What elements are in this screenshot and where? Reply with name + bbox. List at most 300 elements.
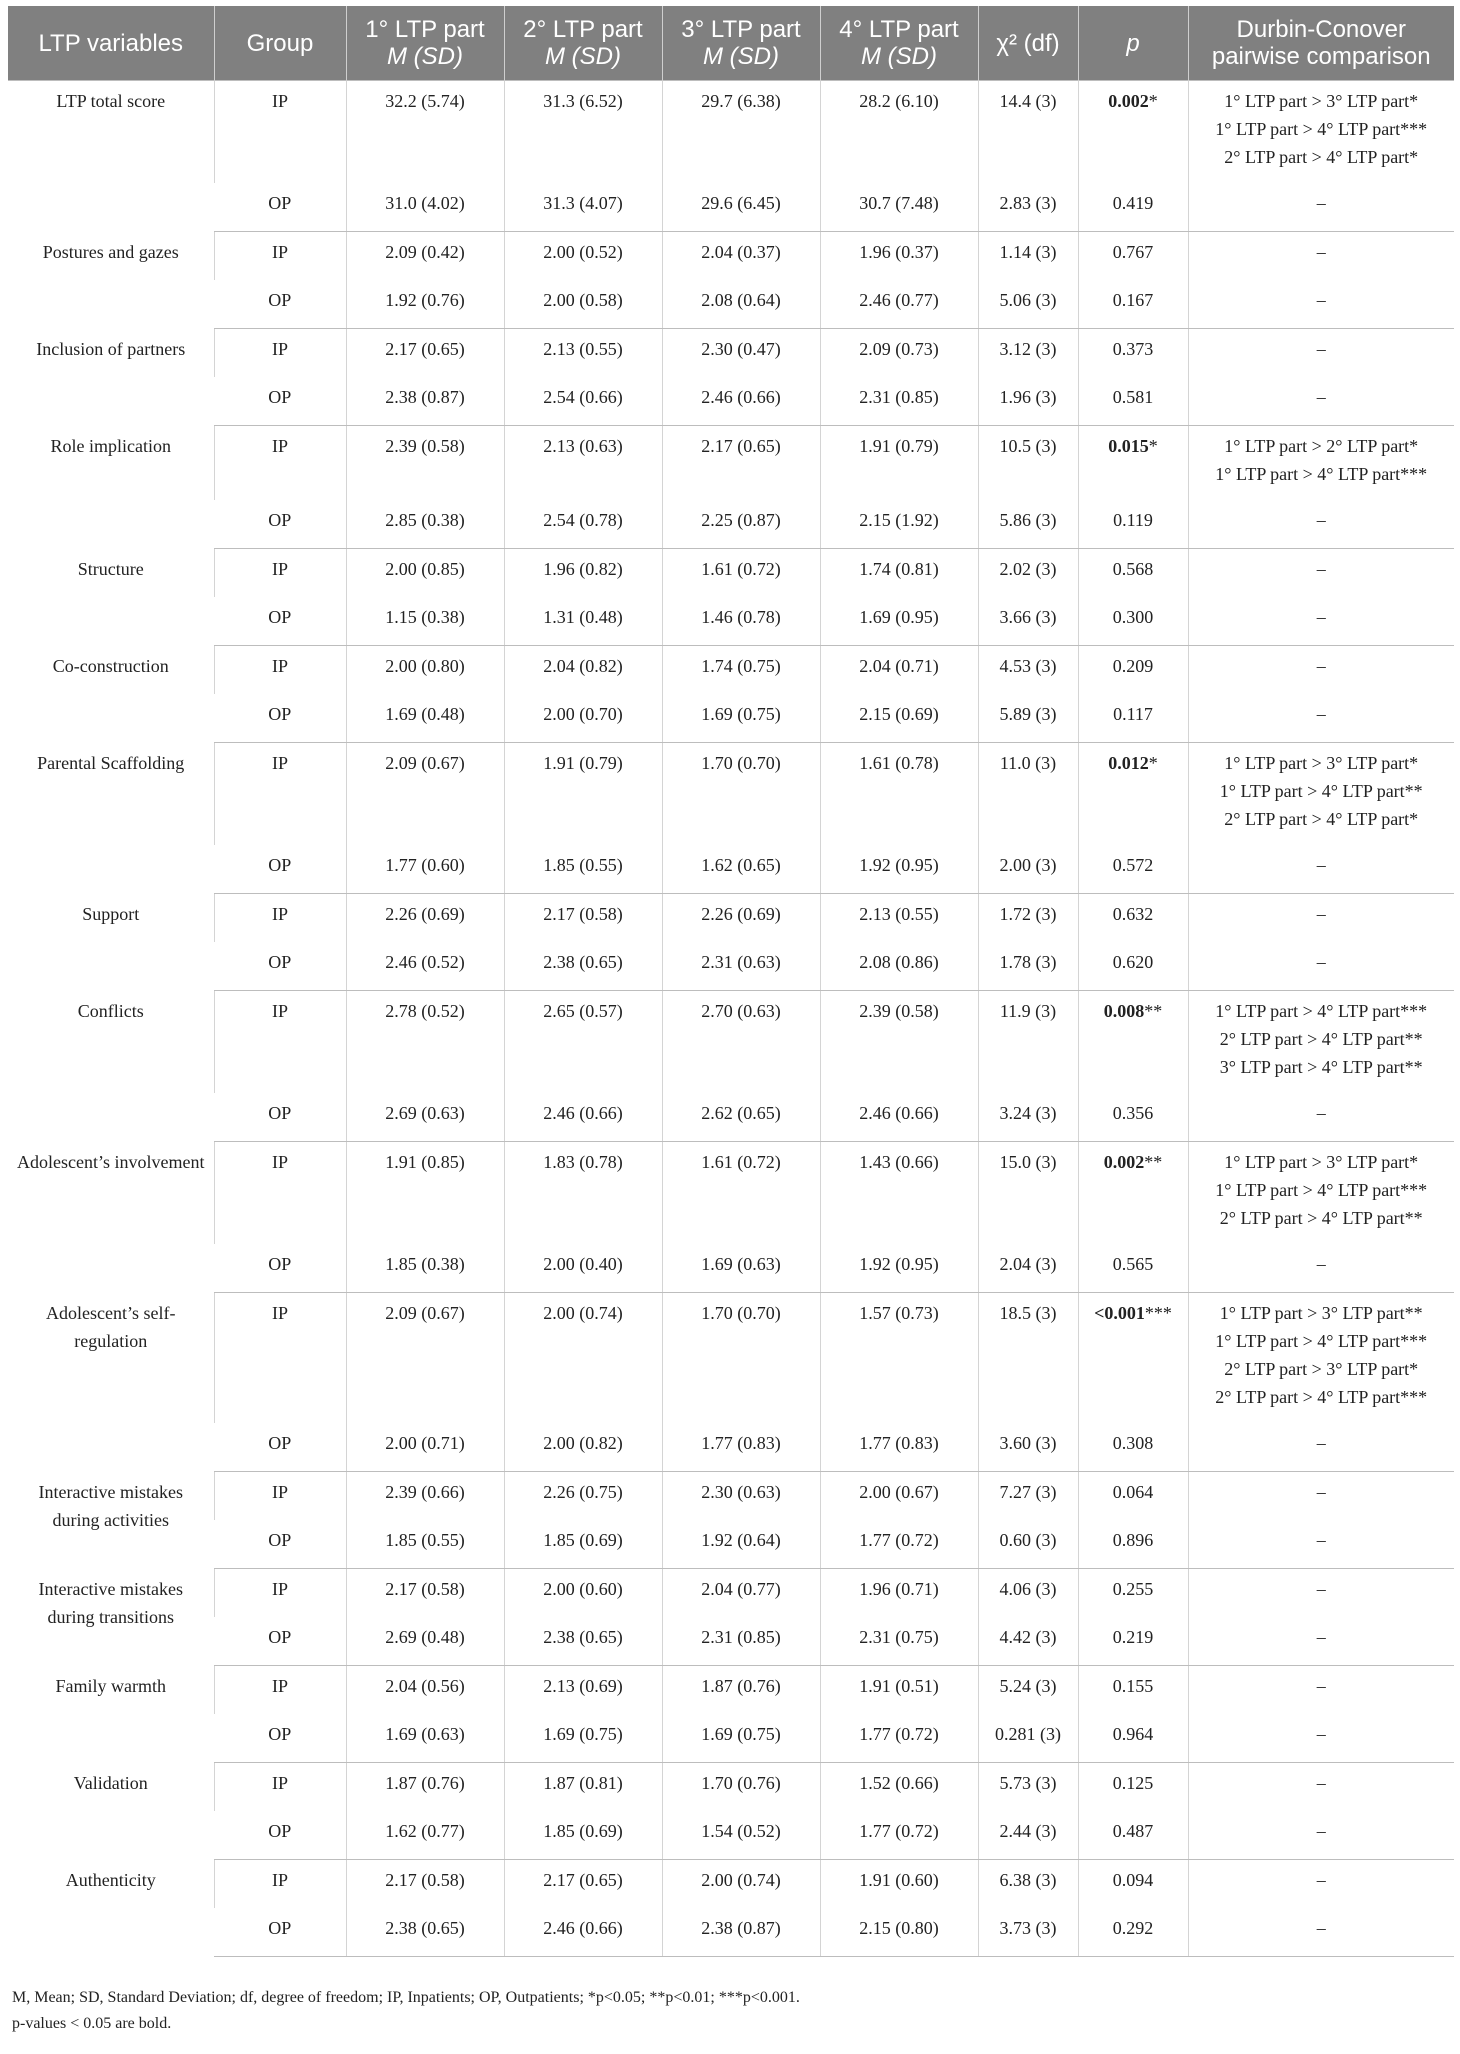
part-1-cell: 1.69 (0.63) bbox=[346, 1714, 504, 1763]
part-2-cell: 2.38 (0.65) bbox=[504, 942, 662, 991]
part-3-cell: 2.30 (0.63) bbox=[662, 1472, 820, 1521]
part-2-cell: 1.91 (0.79) bbox=[504, 743, 662, 846]
pairwise-comparison-cell bbox=[1188, 1908, 1454, 1957]
part-2-cell: 2.65 (0.57) bbox=[504, 991, 662, 1094]
part-1-cell: 2.39 (0.66) bbox=[346, 1472, 504, 1521]
chi-square-cell: 0.60 (3) bbox=[978, 1520, 1078, 1569]
table-row bbox=[8, 1617, 1454, 1666]
comparison-line: – bbox=[1316, 1918, 1326, 1938]
part-4-cell: 2.08 (0.86) bbox=[820, 942, 978, 991]
table-row bbox=[8, 1472, 1454, 1521]
table-row bbox=[8, 1714, 1454, 1763]
part-2-cell: 2.17 (0.65) bbox=[504, 1860, 662, 1909]
p-value-cell bbox=[1078, 1569, 1188, 1618]
table-row bbox=[8, 549, 1454, 598]
pairwise-comparison-cell bbox=[1188, 894, 1454, 943]
comparison-line: 1° LTP part > 4° LTP part*** bbox=[1215, 1331, 1428, 1351]
table-row bbox=[8, 426, 1454, 501]
p-value-cell bbox=[1078, 1472, 1188, 1521]
p-value: 0.487 bbox=[1112, 1821, 1154, 1841]
part-2-cell: 2.46 (0.66) bbox=[504, 1908, 662, 1957]
table-row bbox=[8, 280, 1454, 329]
variable-name: Validation bbox=[73, 1772, 148, 1793]
p-stars: * bbox=[1148, 436, 1158, 456]
part-1-cell: 2.04 (0.56) bbox=[346, 1666, 504, 1715]
part-3-cell: 29.7 (6.38) bbox=[662, 81, 820, 184]
chi-square-cell: 3.24 (3) bbox=[978, 1093, 1078, 1142]
p-value-cell bbox=[1078, 1666, 1188, 1715]
chi-square-cell: 2.44 (3) bbox=[978, 1811, 1078, 1860]
group-cell: OP bbox=[214, 694, 346, 743]
comparison-line: – bbox=[1316, 242, 1326, 262]
p-stars: * bbox=[1148, 753, 1158, 773]
part-3-cell: 2.04 (0.37) bbox=[662, 232, 820, 281]
part-1-cell: 2.00 (0.80) bbox=[346, 646, 504, 695]
part-4-cell: 2.09 (0.73) bbox=[820, 329, 978, 378]
group-cell: IP bbox=[214, 1666, 346, 1715]
p-value-cell bbox=[1078, 1908, 1188, 1957]
part-4-cell: 1.74 (0.81) bbox=[820, 549, 978, 598]
comparison-line: – bbox=[1316, 1530, 1326, 1550]
group-cell: IP bbox=[214, 426, 346, 501]
pairwise-comparison-cell bbox=[1188, 694, 1454, 743]
p-value: 0.015 bbox=[1108, 436, 1149, 456]
variable-name: LTP total score bbox=[8, 81, 214, 232]
comparison-line: 1° LTP part > 3° LTP part* bbox=[1224, 753, 1419, 773]
part-3-cell: 2.30 (0.47) bbox=[662, 329, 820, 378]
part-2-cell: 2.13 (0.63) bbox=[504, 426, 662, 501]
comparison-line: 2° LTP part > 4° LTP part*** bbox=[1215, 1387, 1428, 1407]
part-4-cell: 30.7 (7.48) bbox=[820, 183, 978, 232]
p-value-cell bbox=[1078, 991, 1188, 1094]
p-value-cell bbox=[1078, 232, 1188, 281]
group-cell: OP bbox=[214, 500, 346, 549]
pairwise-comparison-cell bbox=[1188, 1763, 1454, 1812]
header-part-4: 4° LTP part M (SD) bbox=[820, 6, 978, 81]
part-2-cell: 2.00 (0.60) bbox=[504, 1569, 662, 1618]
p-value: 0.119 bbox=[1113, 510, 1153, 530]
part-4-cell: 2.04 (0.71) bbox=[820, 646, 978, 695]
part-4-cell: 2.31 (0.75) bbox=[820, 1617, 978, 1666]
group-cell: IP bbox=[214, 1293, 346, 1424]
p-value: 0.012 bbox=[1108, 753, 1149, 773]
comparison-line: – bbox=[1316, 607, 1326, 627]
part-2-cell: 2.00 (0.40) bbox=[504, 1244, 662, 1293]
part-4-cell: 1.77 (0.72) bbox=[820, 1714, 978, 1763]
comparison-line: – bbox=[1316, 1579, 1326, 1599]
part-1-cell: 2.85 (0.38) bbox=[346, 500, 504, 549]
group-cell: IP bbox=[214, 1763, 346, 1812]
group-cell: IP bbox=[214, 1142, 346, 1245]
group-cell: OP bbox=[214, 377, 346, 426]
part-3-cell: 1.70 (0.70) bbox=[662, 1293, 820, 1424]
group-cell: IP bbox=[214, 232, 346, 281]
table-body bbox=[8, 81, 1454, 1957]
table-row bbox=[8, 1569, 1454, 1618]
table-row bbox=[8, 1860, 1454, 1909]
comparison-line: – bbox=[1316, 1627, 1326, 1647]
chi-square-cell: 4.42 (3) bbox=[978, 1617, 1078, 1666]
part-4-cell: 2.39 (0.58) bbox=[820, 991, 978, 1094]
part-4-cell: 1.96 (0.71) bbox=[820, 1569, 978, 1618]
chi-square-cell: 18.5 (3) bbox=[978, 1293, 1078, 1424]
table-row bbox=[8, 1520, 1454, 1569]
chi-square-cell: 11.9 (3) bbox=[978, 991, 1078, 1094]
part-3-cell: 1.70 (0.70) bbox=[662, 743, 820, 846]
comparison-line: – bbox=[1316, 339, 1326, 359]
part-3-cell: 29.6 (6.45) bbox=[662, 183, 820, 232]
p-value: 0.767 bbox=[1112, 242, 1154, 262]
footnote-bold-note: p-values < 0.05 are bold. bbox=[12, 2015, 172, 2032]
p-value: 0.094 bbox=[1112, 1870, 1154, 1890]
chi-square-cell: 7.27 (3) bbox=[978, 1472, 1078, 1521]
pairwise-comparison-cell bbox=[1188, 942, 1454, 991]
pairwise-comparison-cell bbox=[1188, 500, 1454, 549]
part-2-cell: 2.54 (0.78) bbox=[504, 500, 662, 549]
variable-name: Interactive mistakes during transitions bbox=[38, 1578, 183, 1627]
comparison-line: – bbox=[1316, 1433, 1326, 1453]
table-row bbox=[8, 81, 1454, 184]
part-3-cell: 2.38 (0.87) bbox=[662, 1908, 820, 1957]
pairwise-comparison-cell bbox=[1188, 1293, 1454, 1424]
pairwise-comparison-cell bbox=[1188, 991, 1454, 1094]
part-3-cell: 2.62 (0.65) bbox=[662, 1093, 820, 1142]
variable-name: Role implication bbox=[50, 435, 171, 456]
p-value: 0.008 bbox=[1103, 1001, 1145, 1021]
table-row bbox=[8, 845, 1454, 894]
part-2-cell: 2.00 (0.52) bbox=[504, 232, 662, 281]
part-1-cell: 2.17 (0.58) bbox=[346, 1860, 504, 1909]
p-value: 0.125 bbox=[1112, 1773, 1154, 1793]
table-row bbox=[8, 329, 1454, 378]
part-1-cell: 1.85 (0.55) bbox=[346, 1520, 504, 1569]
p-value-cell bbox=[1078, 500, 1188, 549]
p-value: 0.167 bbox=[1112, 290, 1154, 310]
comparison-line: 1° LTP part > 4° LTP part** bbox=[1219, 781, 1423, 801]
part-3-cell: 2.00 (0.74) bbox=[662, 1860, 820, 1909]
part-3-cell: 2.08 (0.64) bbox=[662, 280, 820, 329]
comparison-line: – bbox=[1316, 952, 1326, 972]
part-3-cell: 1.69 (0.63) bbox=[662, 1244, 820, 1293]
part-1-cell: 2.39 (0.58) bbox=[346, 426, 504, 501]
part-2-cell: 31.3 (6.52) bbox=[504, 81, 662, 184]
table-row bbox=[8, 377, 1454, 426]
p-value-cell bbox=[1078, 694, 1188, 743]
chi-square-cell: 5.24 (3) bbox=[978, 1666, 1078, 1715]
chi-square-cell: 6.38 (3) bbox=[978, 1860, 1078, 1909]
group-cell: IP bbox=[214, 549, 346, 598]
part-2-cell: 1.83 (0.78) bbox=[504, 1142, 662, 1245]
p-value-cell bbox=[1078, 1763, 1188, 1812]
variable-name: Inclusion of partners bbox=[36, 338, 186, 359]
header-part-2: 2° LTP part M (SD) bbox=[504, 6, 662, 81]
part-4-cell: 2.15 (0.80) bbox=[820, 1908, 978, 1957]
comparison-line: – bbox=[1316, 704, 1326, 724]
part-2-cell: 2.54 (0.66) bbox=[504, 377, 662, 426]
part-3-cell: 1.87 (0.76) bbox=[662, 1666, 820, 1715]
p-value: <0.001 bbox=[1094, 1303, 1145, 1323]
comparison-line: – bbox=[1316, 193, 1326, 213]
table-row bbox=[8, 1093, 1454, 1142]
part-3-cell: 1.77 (0.83) bbox=[662, 1423, 820, 1472]
part-4-cell: 2.15 (1.92) bbox=[820, 500, 978, 549]
p-value: 0.308 bbox=[1112, 1433, 1154, 1453]
header-group: Group bbox=[214, 6, 346, 81]
p-value-cell bbox=[1078, 329, 1188, 378]
part-2-cell: 31.3 (4.07) bbox=[504, 183, 662, 232]
part-2-cell: 1.87 (0.81) bbox=[504, 1763, 662, 1812]
chi-square-cell: 5.89 (3) bbox=[978, 694, 1078, 743]
header-part-3: 3° LTP part M (SD) bbox=[662, 6, 820, 81]
p-value-cell bbox=[1078, 845, 1188, 894]
table-row bbox=[8, 183, 1454, 232]
p-stars: *** bbox=[1144, 1303, 1172, 1323]
part-4-cell: 1.77 (0.72) bbox=[820, 1811, 978, 1860]
header-row bbox=[8, 6, 1454, 81]
p-value: 0.002 bbox=[1108, 91, 1149, 111]
part-4-cell: 2.31 (0.85) bbox=[820, 377, 978, 426]
chi-square-cell: 3.12 (3) bbox=[978, 329, 1078, 378]
group-cell: OP bbox=[214, 597, 346, 646]
p-value: 0.117 bbox=[1113, 704, 1153, 724]
variable-name: Co-construction bbox=[52, 655, 169, 676]
part-2-cell: 1.96 (0.82) bbox=[504, 549, 662, 598]
table-row bbox=[8, 1666, 1454, 1715]
group-cell: OP bbox=[214, 1244, 346, 1293]
chi-square-cell: 5.73 (3) bbox=[978, 1763, 1078, 1812]
p-value: 0.300 bbox=[1112, 607, 1154, 627]
p-stars: * bbox=[1148, 91, 1158, 111]
p-stars: ** bbox=[1144, 1001, 1163, 1021]
pairwise-comparison-cell bbox=[1188, 81, 1454, 184]
pairwise-comparison-cell bbox=[1188, 1811, 1454, 1860]
header-part-1: 1° LTP part M (SD) bbox=[346, 6, 504, 81]
part-1-cell: 2.69 (0.63) bbox=[346, 1093, 504, 1142]
p-value-cell bbox=[1078, 549, 1188, 598]
comparison-line: 2° LTP part > 4° LTP part** bbox=[1219, 1208, 1423, 1228]
p-value: 0.620 bbox=[1112, 952, 1154, 972]
chi-square-cell: 5.86 (3) bbox=[978, 500, 1078, 549]
table-row bbox=[8, 694, 1454, 743]
p-value-cell bbox=[1078, 942, 1188, 991]
part-1-cell: 2.38 (0.87) bbox=[346, 377, 504, 426]
comparison-line: 1° LTP part > 4° LTP part*** bbox=[1215, 119, 1428, 139]
part-1-cell: 2.00 (0.71) bbox=[346, 1423, 504, 1472]
group-cell: IP bbox=[214, 894, 346, 943]
p-value-cell bbox=[1078, 597, 1188, 646]
p-value: 0.064 bbox=[1112, 1482, 1154, 1502]
part-1-cell: 2.46 (0.52) bbox=[346, 942, 504, 991]
pairwise-comparison-cell bbox=[1188, 1860, 1454, 1909]
comparison-line: 1° LTP part > 3° LTP part* bbox=[1224, 1152, 1419, 1172]
p-value: 0.581 bbox=[1112, 387, 1154, 407]
part-1-cell: 2.17 (0.65) bbox=[346, 329, 504, 378]
group-cell: OP bbox=[214, 1093, 346, 1142]
part-1-cell: 2.26 (0.69) bbox=[346, 894, 504, 943]
p-value-cell bbox=[1078, 1811, 1188, 1860]
part-1-cell: 2.09 (0.42) bbox=[346, 232, 504, 281]
p-value: 0.292 bbox=[1112, 1918, 1154, 1938]
part-1-cell: 2.09 (0.67) bbox=[346, 1293, 504, 1424]
chi-square-cell: 3.73 (3) bbox=[978, 1908, 1078, 1957]
group-cell: IP bbox=[214, 1860, 346, 1909]
group-cell: OP bbox=[214, 1714, 346, 1763]
pairwise-comparison-cell bbox=[1188, 183, 1454, 232]
chi-square-cell: 14.4 (3) bbox=[978, 81, 1078, 184]
group-cell: IP bbox=[214, 991, 346, 1094]
part-2-cell: 2.13 (0.69) bbox=[504, 1666, 662, 1715]
header-ltp-variables: LTP variables bbox=[8, 6, 214, 81]
part-2-cell: 1.31 (0.48) bbox=[504, 597, 662, 646]
group-cell: IP bbox=[214, 646, 346, 695]
p-value: 0.209 bbox=[1112, 656, 1154, 676]
pairwise-comparison-cell bbox=[1188, 329, 1454, 378]
part-3-cell: 2.25 (0.87) bbox=[662, 500, 820, 549]
header-p: p bbox=[1078, 6, 1188, 81]
part-1-cell: 2.69 (0.48) bbox=[346, 1617, 504, 1666]
pairwise-comparison-cell bbox=[1188, 646, 1454, 695]
part-3-cell: 1.74 (0.75) bbox=[662, 646, 820, 695]
comparison-line: – bbox=[1316, 290, 1326, 310]
p-value: 0.896 bbox=[1112, 1530, 1154, 1550]
part-4-cell: 2.00 (0.67) bbox=[820, 1472, 978, 1521]
chi-square-cell: 2.00 (3) bbox=[978, 845, 1078, 894]
pairwise-comparison-cell bbox=[1188, 1569, 1454, 1618]
part-4-cell: 1.96 (0.37) bbox=[820, 232, 978, 281]
p-value-cell bbox=[1078, 1520, 1188, 1569]
part-2-cell: 1.85 (0.69) bbox=[504, 1520, 662, 1569]
chi-square-cell: 1.14 (3) bbox=[978, 232, 1078, 281]
table-row bbox=[8, 1763, 1454, 1812]
comparison-line: – bbox=[1316, 1676, 1326, 1696]
comparison-line: 2° LTP part > 4° LTP part** bbox=[1219, 1029, 1423, 1049]
group-cell: OP bbox=[214, 1520, 346, 1569]
comparison-line: – bbox=[1316, 1724, 1326, 1744]
table-footnote bbox=[12, 1985, 800, 2037]
part-4-cell: 1.91 (0.51) bbox=[820, 1666, 978, 1715]
part-3-cell: 2.04 (0.77) bbox=[662, 1569, 820, 1618]
table-row bbox=[8, 894, 1454, 943]
part-1-cell: 1.77 (0.60) bbox=[346, 845, 504, 894]
chi-square-cell: 5.06 (3) bbox=[978, 280, 1078, 329]
part-4-cell: 1.77 (0.72) bbox=[820, 1520, 978, 1569]
variable-name: Family warmth bbox=[55, 1675, 166, 1696]
p-value-cell bbox=[1078, 1714, 1188, 1763]
table-row bbox=[8, 1908, 1454, 1957]
part-2-cell: 2.46 (0.66) bbox=[504, 1093, 662, 1142]
part-1-cell: 2.00 (0.85) bbox=[346, 549, 504, 598]
pairwise-comparison-cell bbox=[1188, 1472, 1454, 1521]
part-2-cell: 2.00 (0.74) bbox=[504, 1293, 662, 1424]
part-1-cell: 1.92 (0.76) bbox=[346, 280, 504, 329]
footnote-abbreviations: M, Mean; SD, Standard Deviation; df, degree of freedom; IP, Inpatients; OP, Outpatients; *p<0.05; **p<0.01; ***p<0.001. bbox=[12, 1989, 800, 2006]
comparison-line: – bbox=[1316, 510, 1326, 530]
group-cell: OP bbox=[214, 1617, 346, 1666]
part-3-cell: 1.69 (0.75) bbox=[662, 694, 820, 743]
part-3-cell: 1.61 (0.72) bbox=[662, 549, 820, 598]
p-value: 0.002 bbox=[1103, 1152, 1145, 1172]
p-value: 0.356 bbox=[1112, 1103, 1154, 1123]
chi-square-cell: 10.5 (3) bbox=[978, 426, 1078, 501]
part-4-cell: 1.69 (0.95) bbox=[820, 597, 978, 646]
part-2-cell: 2.00 (0.82) bbox=[504, 1423, 662, 1472]
part-3-cell: 1.54 (0.52) bbox=[662, 1811, 820, 1860]
part-4-cell: 1.92 (0.95) bbox=[820, 1244, 978, 1293]
comparison-line: – bbox=[1316, 1773, 1326, 1793]
p-value: 0.964 bbox=[1112, 1724, 1154, 1744]
part-4-cell: 1.91 (0.79) bbox=[820, 426, 978, 501]
part-1-cell: 1.85 (0.38) bbox=[346, 1244, 504, 1293]
comparison-line: 1° LTP part > 4° LTP part*** bbox=[1215, 464, 1428, 484]
group-cell: OP bbox=[214, 1811, 346, 1860]
group-cell: IP bbox=[214, 329, 346, 378]
pairwise-comparison-cell bbox=[1188, 1142, 1454, 1245]
variable-name: Adolescent’s involvement bbox=[17, 1151, 205, 1172]
chi-square-cell: 2.83 (3) bbox=[978, 183, 1078, 232]
pairwise-comparison-cell bbox=[1188, 280, 1454, 329]
part-3-cell: 2.31 (0.85) bbox=[662, 1617, 820, 1666]
part-4-cell: 28.2 (6.10) bbox=[820, 81, 978, 184]
p-value: 0.419 bbox=[1112, 193, 1154, 213]
table-row bbox=[8, 1811, 1454, 1860]
table-row bbox=[8, 1142, 1454, 1245]
group-cell: OP bbox=[214, 183, 346, 232]
p-value-cell bbox=[1078, 1423, 1188, 1472]
part-2-cell: 2.38 (0.65) bbox=[504, 1617, 662, 1666]
table-row bbox=[8, 991, 1454, 1094]
group-cell: IP bbox=[214, 1569, 346, 1618]
part-4-cell: 2.46 (0.66) bbox=[820, 1093, 978, 1142]
part-4-cell: 1.57 (0.73) bbox=[820, 1293, 978, 1424]
comparison-line: – bbox=[1316, 656, 1326, 676]
part-1-cell: 2.09 (0.67) bbox=[346, 743, 504, 846]
p-value-cell bbox=[1078, 1244, 1188, 1293]
comparison-line: – bbox=[1316, 1870, 1326, 1890]
pairwise-comparison-cell bbox=[1188, 232, 1454, 281]
table-row bbox=[8, 1293, 1454, 1424]
chi-square-cell: 15.0 (3) bbox=[978, 1142, 1078, 1245]
chi-square-cell: 11.0 (3) bbox=[978, 743, 1078, 846]
part-3-cell: 1.70 (0.76) bbox=[662, 1763, 820, 1812]
part-2-cell: 2.00 (0.58) bbox=[504, 280, 662, 329]
p-value-cell bbox=[1078, 743, 1188, 846]
part-3-cell: 1.69 (0.75) bbox=[662, 1714, 820, 1763]
comparison-line: – bbox=[1316, 387, 1326, 407]
pairwise-comparison-cell bbox=[1188, 377, 1454, 426]
part-3-cell: 2.46 (0.66) bbox=[662, 377, 820, 426]
comparison-line: 1° LTP part > 4° LTP part*** bbox=[1215, 1001, 1428, 1021]
part-2-cell: 2.04 (0.82) bbox=[504, 646, 662, 695]
part-2-cell: 2.17 (0.58) bbox=[504, 894, 662, 943]
pairwise-comparison-cell bbox=[1188, 1093, 1454, 1142]
chi-square-cell: 3.66 (3) bbox=[978, 597, 1078, 646]
part-1-cell: 1.69 (0.48) bbox=[346, 694, 504, 743]
variable-name: Postures and gazes bbox=[42, 241, 179, 262]
p-value-cell bbox=[1078, 81, 1188, 184]
p-value-cell bbox=[1078, 183, 1188, 232]
p-stars: ** bbox=[1144, 1152, 1163, 1172]
comparison-line: – bbox=[1316, 559, 1326, 579]
comparison-line: 2° LTP part > 4° LTP part* bbox=[1224, 147, 1419, 167]
comparison-line: – bbox=[1316, 855, 1326, 875]
p-value-cell bbox=[1078, 426, 1188, 501]
p-value-cell bbox=[1078, 1142, 1188, 1245]
part-3-cell: 1.46 (0.78) bbox=[662, 597, 820, 646]
part-4-cell: 1.77 (0.83) bbox=[820, 1423, 978, 1472]
header-chi-square: χ² (df) bbox=[978, 6, 1078, 81]
comparison-line: – bbox=[1316, 1254, 1326, 1274]
variable-name: Authenticity bbox=[65, 1869, 156, 1890]
